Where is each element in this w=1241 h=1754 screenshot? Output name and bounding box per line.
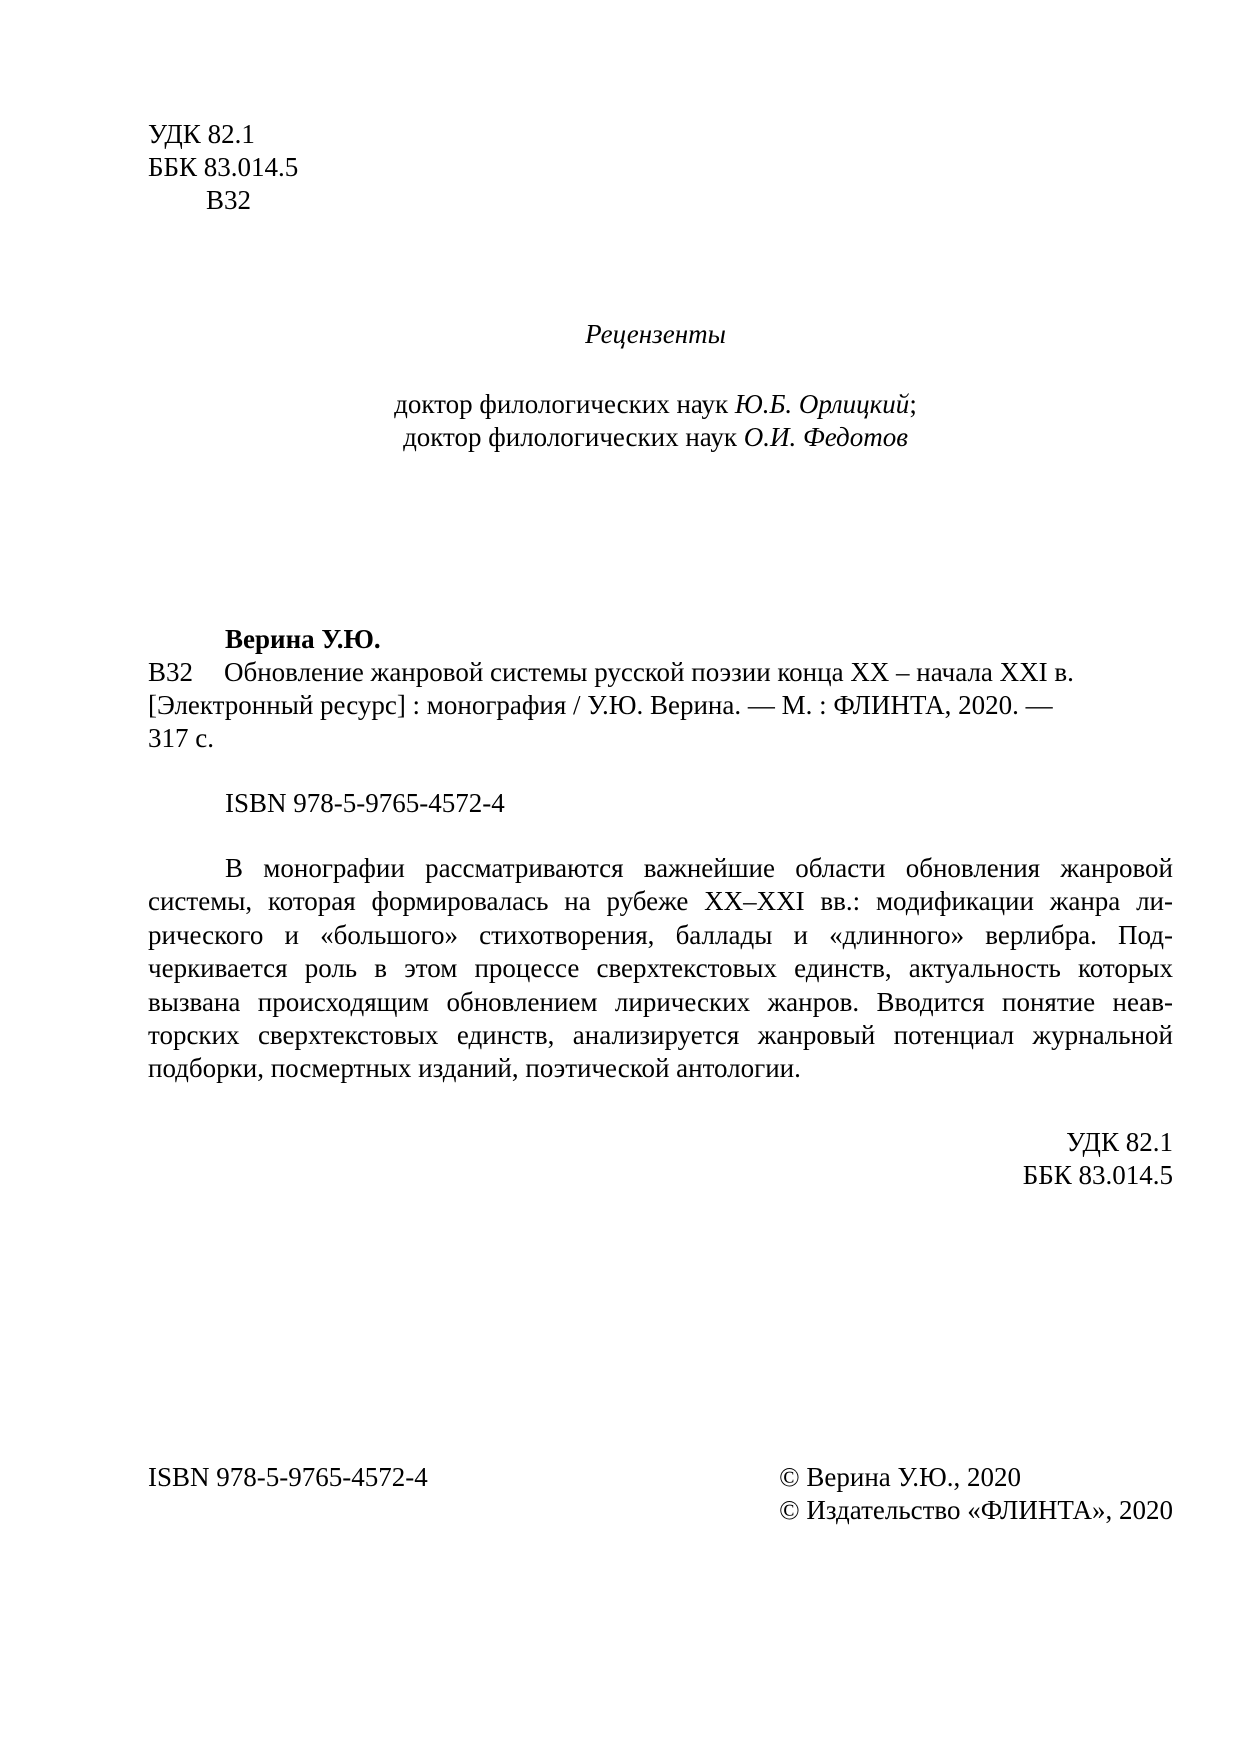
reviewer-1 <box>70 388 1241 421</box>
udk-code: УДК 82.1 <box>148 119 255 149</box>
record-line-3: 317 с. <box>148 723 214 753</box>
footer-isbn: ISBN 978-5-9765-4572-4 <box>148 1462 428 1492</box>
reviewer-2 <box>70 421 1241 454</box>
record-code: В32 <box>148 657 194 687</box>
copyright-block <box>779 1461 1173 1527</box>
reviewer-1-tail: ; <box>909 389 917 419</box>
copyright-author: © Верина У.Ю., 2020 <box>779 1462 1021 1492</box>
author-mark: В32 <box>206 185 252 215</box>
record-line-2: [Электронный ресурс] : монография / У.Ю. Верина. — М. : ФЛИНТА, 2020. — <box>148 690 1053 720</box>
copyright-publisher: © Издательство «ФЛИНТА», 2020 <box>779 1495 1173 1525</box>
classification-right <box>1023 1126 1173 1192</box>
record-title: Обновление жанровой системы русской поэзии конца XX – начала XXI в. <box>224 657 1074 687</box>
abstract-paragraph: В монографии рассматриваются важнейшие области обновления жанровой системы, которая формировалась на рубеже XX–XXI вв.: модификации жанра лирического и «большого» стихотворения, баллады и «длинного» верлибра. Подчеркивается роль в этом процессе сверхтекстовых единств, актуальность которых вызвана происходящим обновлением лирических жанров. Вводится понятие неавторских сверхтекстовых единств, анализируется жанровый потенциал журнальной подборки, посмертных изданий, поэтической антологии. <box>148 853 1173 1084</box>
bibliographic-record <box>148 656 1173 755</box>
udk-code-right: УДК 82.1 <box>1066 1127 1173 1157</box>
classification-block <box>148 118 298 217</box>
record-title-line <box>148 656 1173 689</box>
reviewers-list <box>0 388 1241 454</box>
bbk-code-right: ББК 83.014.5 <box>1022 1160 1173 1190</box>
record-isbn: ISBN 978-5-9765-4572-4 <box>225 788 505 818</box>
reviewer-2-name: О.И. Федотов <box>743 422 908 452</box>
reviewer-1-name: Ю.Б. Орлицкий <box>734 389 910 419</box>
record-author: Верина У.Ю. <box>225 624 381 654</box>
bbk-code: ББК 83.014.5 <box>148 152 299 182</box>
reviewers-heading: Рецензенты <box>585 319 726 349</box>
reviewer-2-degree: доктор филологических наук <box>403 422 744 452</box>
reviewer-1-degree: доктор филологических наук <box>394 389 735 419</box>
